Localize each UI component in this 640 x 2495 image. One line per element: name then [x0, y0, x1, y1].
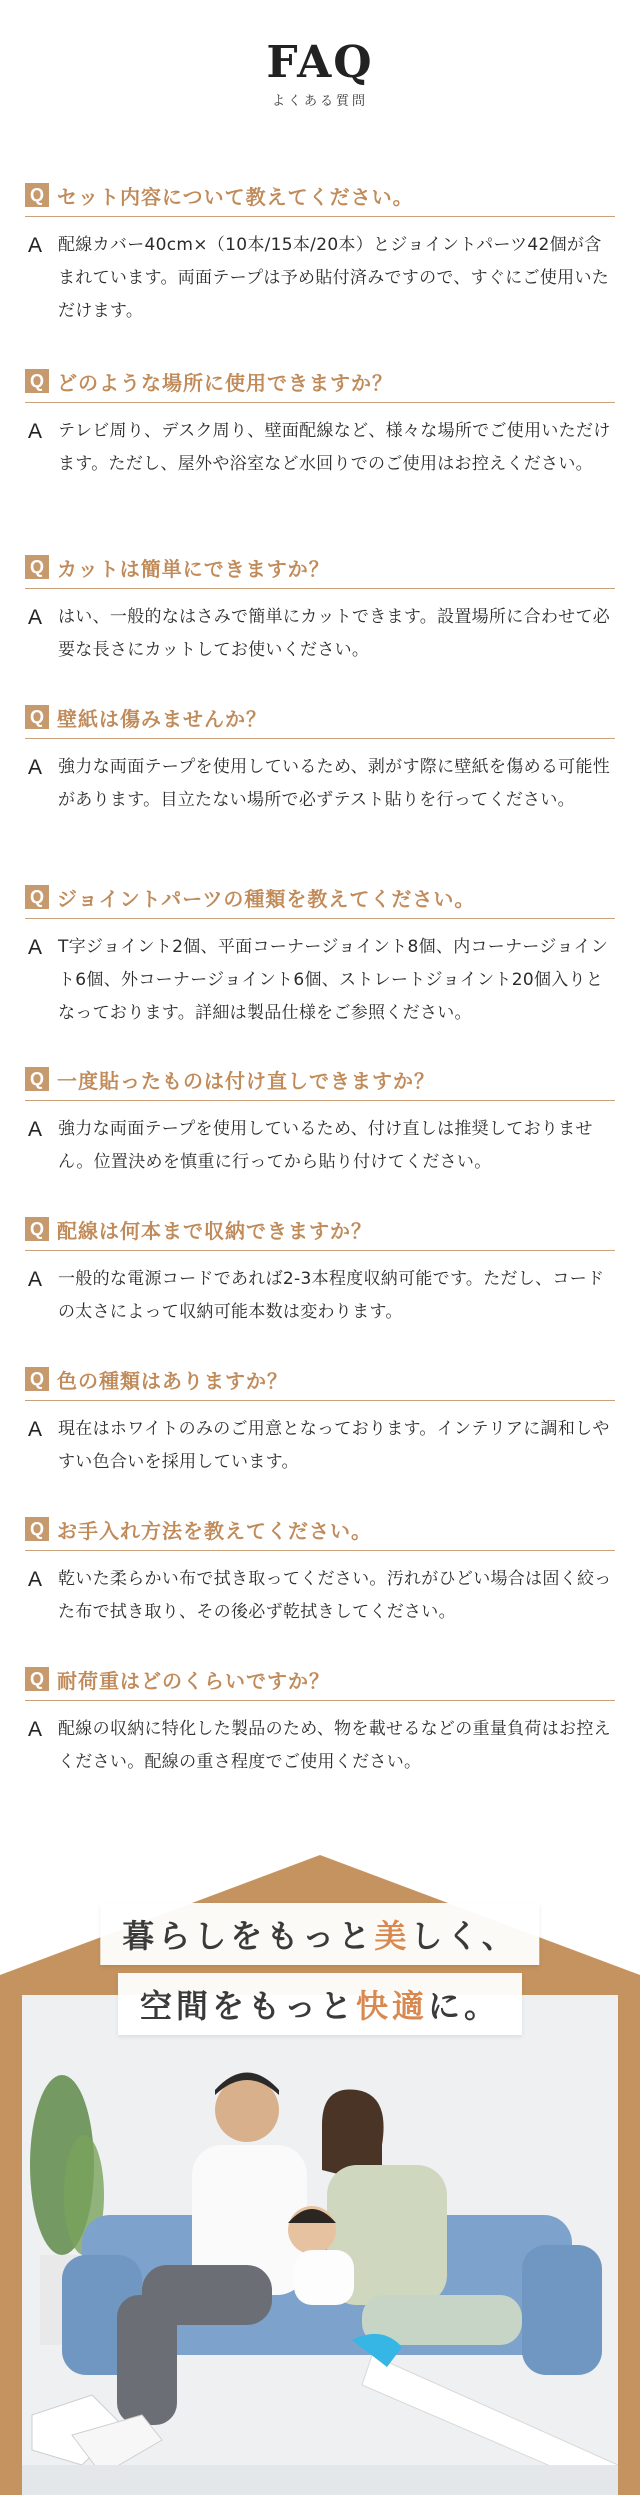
question-text: 耐荷重はどのくらいですか？	[57, 1668, 330, 1693]
answer-text: 乾いた柔らかい布で拭き取ってください。汚れがひどい場合は固く絞った布で拭き取り、その後必ず乾拭きしてください。	[58, 1569, 612, 1622]
answer-text: 配線カバー40cm×（10本/15本/20本）とジョイントパーツ42個が含まれています。両面テープは予め貼付済みですので、すぐにご使用いただけます。	[58, 235, 610, 321]
answer-row	[25, 415, 615, 481]
faq-item	[25, 552, 615, 667]
question-text: どのような場所に使用できますか？	[57, 370, 393, 395]
answer-text: 強力な両面テープを使用しているため、付け直しは推奨しておりません。位置決めを慎重に行ってから貼り付けてください。	[58, 1119, 593, 1172]
faq-item	[25, 180, 615, 328]
question-badge: Q	[25, 885, 49, 909]
question-badge: Q	[25, 1067, 49, 1091]
question-row	[25, 366, 615, 403]
question-badge: Q	[25, 705, 49, 729]
answer-row	[25, 1713, 615, 1779]
answer-text: T字ジョイント2個、平面コーナージョイント8個、内コーナージョイント6個、外コーナージョイント6個、ストレートジョイント20個入りとなっております。詳細は製品仕様をご参照ください。	[58, 937, 609, 1023]
faq-item	[25, 366, 615, 481]
question-text: お手入れ方法を教えてください。	[57, 1518, 372, 1543]
answer-label: A	[28, 936, 43, 959]
faq-header	[0, 0, 640, 128]
tagline-text: 空間をもっと	[139, 1987, 356, 2025]
faq-item	[25, 1064, 615, 1179]
answer-text: 強力な両面テープを使用しているため、剥がす際に壁紙を傷める可能性があります。目立たない場所で必ずテスト貼りを行ってください。	[58, 757, 611, 810]
answer-row	[25, 601, 615, 667]
family-photo	[22, 1995, 618, 2495]
faq-item	[25, 1364, 615, 1479]
tagline-highlight: 快適	[355, 1987, 429, 2025]
answer-text: 一般的な電源コードであれば2-3本程度収納可能です。ただし、コードの太さによって収納可能本数は変わります。	[58, 1269, 605, 1322]
family-photo-illustration	[22, 1995, 618, 2495]
tagline-line-1	[100, 1903, 539, 1965]
question-badge: Q	[25, 183, 49, 207]
question-row	[25, 552, 615, 589]
question-badge: Q	[25, 1367, 49, 1391]
question-text: カットは簡単にできますか？	[57, 556, 330, 581]
answer-row	[25, 751, 615, 817]
question-row	[25, 882, 615, 919]
answer-text: テレビ周り、デスク周り、壁面配線など、様々な場所でご使用いただけます。ただし、屋外や浴室など水回りでのご使用はお控えください。	[58, 421, 611, 474]
faq-item	[25, 1214, 615, 1329]
answer-text: 現在はホワイトのみのご用意となっております。インテリアに調和しやすい色合いを採用しています。	[58, 1419, 610, 1472]
faq-item	[25, 1664, 615, 1779]
answer-row	[25, 1113, 615, 1179]
page-subtitle: よくある質問	[271, 94, 368, 109]
answer-label: A	[28, 606, 43, 629]
question-text: 色の種類はありますか？	[57, 1368, 288, 1393]
faq-item	[25, 1514, 615, 1629]
tagline-highlight: 美	[374, 1917, 411, 1955]
question-badge: Q	[25, 1517, 49, 1541]
answer-label: A	[28, 1118, 43, 1141]
answer-label: A	[28, 420, 43, 443]
question-text: ジョイントパーツの種類を教えてください。	[57, 886, 476, 911]
answer-label: A	[28, 1568, 43, 1591]
tagline-text: しく、	[410, 1917, 518, 1955]
answer-row	[25, 931, 615, 1030]
answer-text: 配線の収納に特化した製品のため、物を載せるなどの重量負荷はお控えください。配線の重さ程度でご使用ください。	[58, 1719, 611, 1772]
question-badge: Q	[25, 1217, 49, 1241]
tagline-line-2	[118, 1973, 522, 2035]
answer-text: はい、一般的なはさみで簡単にカットできます。設置場所に合わせて必要な長さにカットしてお使いください。	[58, 607, 611, 660]
tagline-text: に。	[428, 1987, 501, 2025]
question-row	[25, 1664, 615, 1701]
question-row	[25, 1214, 615, 1251]
answer-label: A	[28, 1418, 43, 1441]
question-row	[25, 180, 615, 217]
answer-row	[25, 1563, 615, 1629]
answer-label: A	[28, 1718, 43, 1741]
answer-label: A	[28, 756, 43, 779]
question-text: セット内容について教えてください。	[57, 184, 414, 209]
question-row	[25, 1514, 615, 1551]
answer-row	[25, 1263, 615, 1329]
question-row	[25, 1364, 615, 1401]
answer-row	[25, 229, 615, 328]
question-badge: Q	[25, 1667, 49, 1691]
question-badge: Q	[25, 369, 49, 393]
question-text: 壁紙は傷みませんか？	[57, 706, 267, 731]
question-row	[25, 1064, 615, 1101]
answer-row	[25, 1413, 615, 1479]
answer-label: A	[28, 1268, 43, 1291]
lifestyle-banner	[0, 1855, 640, 2495]
answer-label: A	[28, 234, 43, 257]
question-row	[25, 702, 615, 739]
question-text: 配線は何本まで収納できますか？	[57, 1218, 372, 1243]
question-text: 一度貼ったものは付け直しできますか？	[57, 1068, 435, 1093]
tagline-text: 暮らしをもっと	[122, 1917, 375, 1955]
page-title: FAQ	[266, 37, 374, 88]
faq-item	[25, 882, 615, 1030]
faq-item	[25, 702, 615, 817]
question-badge: Q	[25, 555, 49, 579]
